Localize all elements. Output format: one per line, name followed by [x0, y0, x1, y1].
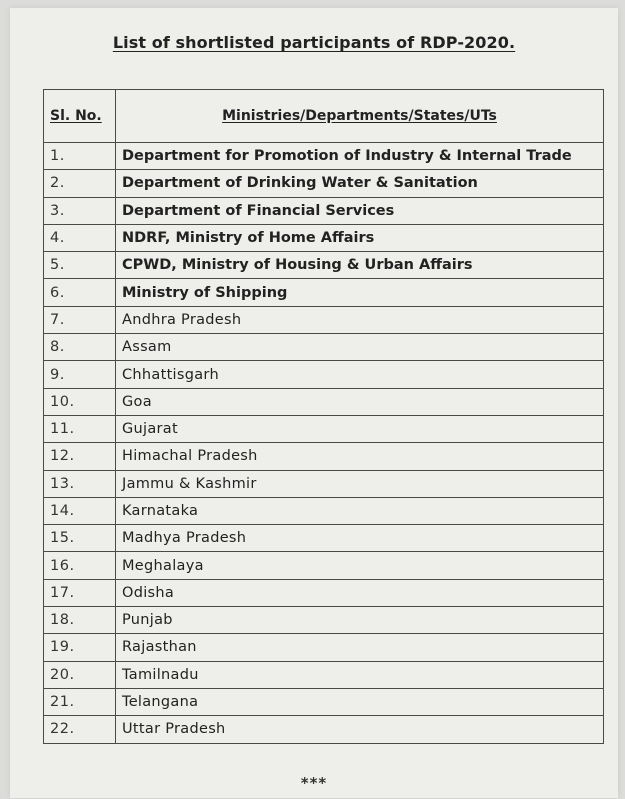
table-row	[44, 607, 604, 634]
serial-number: 15.	[44, 525, 116, 552]
serial-number: 18.	[44, 607, 116, 634]
serial-number: 4.	[44, 224, 116, 251]
serial-number: 21.	[44, 688, 116, 715]
table-row	[44, 197, 604, 224]
table-row	[44, 143, 604, 170]
participants-table	[43, 89, 604, 744]
table-body	[44, 143, 604, 744]
table-row	[44, 361, 604, 388]
serial-number: 1.	[44, 143, 116, 170]
serial-number: 5.	[44, 252, 116, 279]
table-row	[44, 415, 604, 442]
table-row	[44, 306, 604, 333]
participant-name: Andhra Pradesh	[116, 306, 604, 333]
serial-number: 11.	[44, 415, 116, 442]
table-row	[44, 716, 604, 743]
participant-name: Odisha	[116, 579, 604, 606]
table-row	[44, 525, 604, 552]
table-row	[44, 388, 604, 415]
serial-number: 8.	[44, 334, 116, 361]
table-row	[44, 552, 604, 579]
table-row	[44, 443, 604, 470]
serial-number: 22.	[44, 716, 116, 743]
serial-number: 12.	[44, 443, 116, 470]
participant-name: Gujarat	[116, 415, 604, 442]
participant-name: Uttar Pradesh	[116, 716, 604, 743]
serial-number: 14.	[44, 497, 116, 524]
table-row	[44, 661, 604, 688]
serial-number: 7.	[44, 306, 116, 333]
serial-number: 20.	[44, 661, 116, 688]
end-marker: ***	[300, 774, 328, 792]
serial-number: 13.	[44, 470, 116, 497]
serial-number: 16.	[44, 552, 116, 579]
participant-name: Ministry of Shipping	[116, 279, 604, 306]
serial-number: 9.	[44, 361, 116, 388]
participant-name: Department of Drinking Water & Sanitation	[116, 170, 604, 197]
table-row	[44, 579, 604, 606]
table-row	[44, 497, 604, 524]
participant-name: Karnataka	[116, 497, 604, 524]
participant-name: Department of Financial Services	[116, 197, 604, 224]
participant-name: Meghalaya	[116, 552, 604, 579]
participant-name: CPWD, Ministry of Housing & Urban Affairs	[116, 252, 604, 279]
serial-number: 19.	[44, 634, 116, 661]
participant-name: Madhya Pradesh	[116, 525, 604, 552]
table-row	[44, 279, 604, 306]
participant-name: Punjab	[116, 607, 604, 634]
serial-number: 10.	[44, 388, 116, 415]
serial-number: 2.	[44, 170, 116, 197]
document-title: List of shortlisted participants of RDP-2020.	[112, 33, 516, 52]
participant-name: Goa	[116, 388, 604, 415]
participant-name: Chhattisgarh	[116, 361, 604, 388]
participant-name: Tamilnadu	[116, 661, 604, 688]
table-row	[44, 252, 604, 279]
table-row	[44, 224, 604, 251]
participant-name: Department for Promotion of Industry & Internal Trade	[116, 143, 604, 170]
table-header-row	[44, 90, 604, 143]
table-row	[44, 334, 604, 361]
serial-number: 6.	[44, 279, 116, 306]
participant-name: Himachal Pradesh	[116, 443, 604, 470]
serial-number: 17.	[44, 579, 116, 606]
document-page	[10, 8, 618, 798]
serial-number: 3.	[44, 197, 116, 224]
table-row	[44, 170, 604, 197]
table-row	[44, 634, 604, 661]
participant-name: NDRF, Ministry of Home Affairs	[116, 224, 604, 251]
table-row	[44, 470, 604, 497]
participant-name: Assam	[116, 334, 604, 361]
ministries-header: Ministries/Departments/States/UTs	[116, 90, 604, 143]
participant-name: Jammu & Kashmir	[116, 470, 604, 497]
sl-no-header: Sl. No.	[44, 90, 116, 143]
participant-name: Rajasthan	[116, 634, 604, 661]
participant-name: Telangana	[116, 688, 604, 715]
table-row	[44, 688, 604, 715]
